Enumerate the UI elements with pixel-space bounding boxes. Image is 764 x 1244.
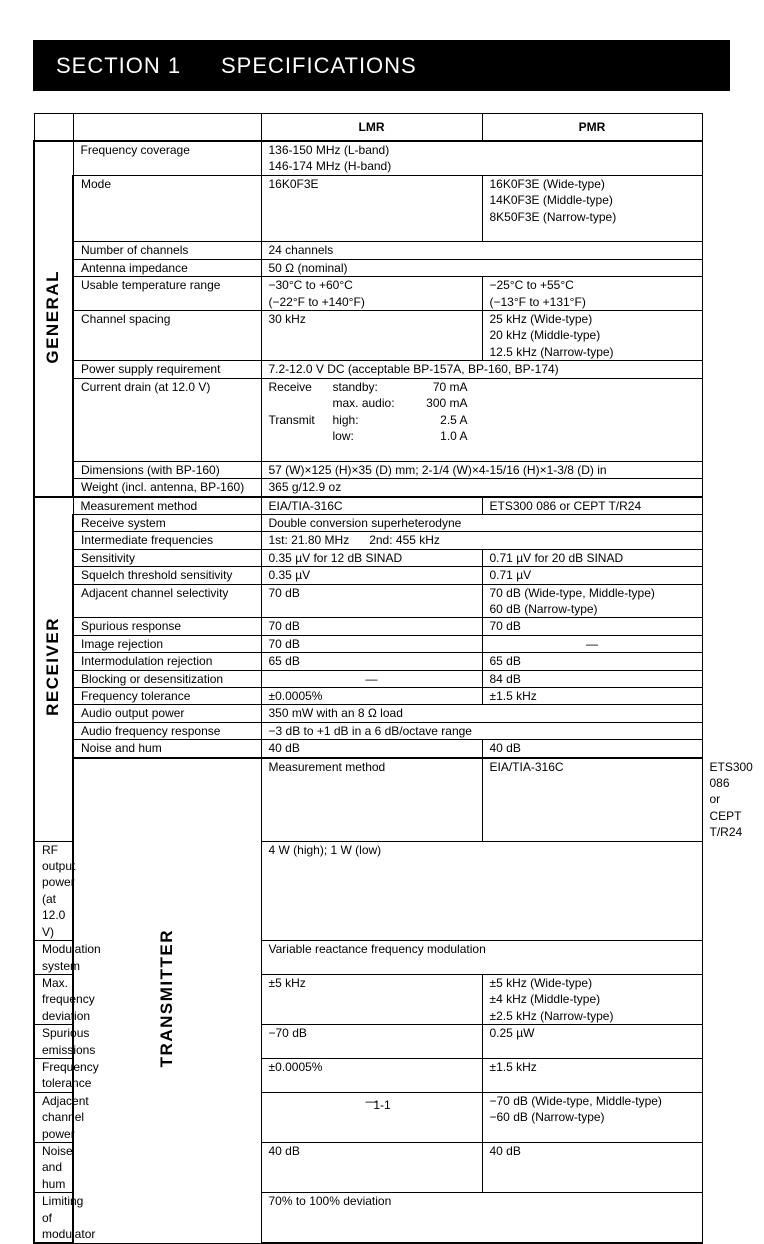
spec-value-lmr: 70 dB xyxy=(261,618,482,635)
spec-label: Weight (incl. antenna, BP-160) xyxy=(73,479,261,497)
spec-value-lmr: 16K0F3E xyxy=(261,175,482,242)
spec-value-pmr: ETS300 086 or CEPT T/R24 xyxy=(482,497,702,515)
table-row xyxy=(34,141,702,175)
table-header-row xyxy=(34,114,702,142)
spec-label: Adjacent channel selectivity xyxy=(73,584,261,618)
spec-value-lmr: ±0.0005% xyxy=(261,688,482,705)
section-number: SECTION 1 xyxy=(56,53,182,78)
table-row xyxy=(34,653,702,670)
spec-value: 57 (W)×125 (H)×35 (D) mm; 2-1/4 (W)×4-15/16 (H)×1-3/8 (D) in xyxy=(261,461,702,478)
table-row xyxy=(34,311,702,361)
spec-value-pmr: 84 dB xyxy=(482,670,702,687)
spec-value-lmr: — xyxy=(261,1092,482,1142)
spec-value-pmr: 16K0F3E (Wide-type) 14K0F3E (Middle-type) 8K50F3E (Narrow-type) xyxy=(482,175,702,242)
table-row xyxy=(34,705,702,722)
table-row xyxy=(34,549,702,566)
spec-value-pmr: ±1.5 kHz xyxy=(482,1058,702,1092)
spec-value-pmr: −70 dB (Wide-type, Middle-type) −60 dB (Narrow-type) xyxy=(482,1092,702,1142)
spec-label: Current drain (at 12.0 V) xyxy=(73,378,261,461)
spec-value-lmr: 0.35 µV xyxy=(261,567,482,584)
spec-label: Mode xyxy=(73,175,261,242)
spec-value-pmr: 70 dB xyxy=(482,618,702,635)
table-row xyxy=(34,722,702,739)
spec-value-pmr: 70 dB (Wide-type, Middle-type) 60 dB (Narrow-type) xyxy=(482,584,702,618)
spec-value-pmr: — xyxy=(482,635,702,652)
spec-value-pmr: 0.25 µW xyxy=(482,1025,702,1059)
spec-label: Power supply requirement xyxy=(73,361,261,378)
table-row xyxy=(34,242,702,259)
table-row xyxy=(34,175,702,242)
spec-value-pmr: 0.71 µV xyxy=(482,567,702,584)
section-label-receiver: RECEIVER xyxy=(34,497,73,842)
spec-label: Modulation system xyxy=(34,941,73,975)
spec-label: Limiting of modulator xyxy=(34,1193,73,1244)
table-row xyxy=(34,514,702,531)
spec-value-pmr: ±5 kHz (Wide-type) ±4 kHz (Middle-type) ±2.5 kHz (Narrow-type) xyxy=(482,974,702,1024)
spec-value: 136-150 MHz (L-band) 146-174 MHz (H-band) xyxy=(261,141,702,175)
spec-value: Variable reactance frequency modulation xyxy=(261,941,702,975)
spec-label: Noise and hum xyxy=(73,740,261,758)
spec-label: Number of channels xyxy=(73,242,261,259)
spec-value: 4 W (high); 1 W (low) xyxy=(261,841,702,940)
spec-label: Audio frequency response xyxy=(73,722,261,739)
spec-label: Spurious response xyxy=(73,618,261,635)
spec-label: Sensitivity xyxy=(73,549,261,566)
spec-label: Channel spacing xyxy=(73,311,261,361)
table-row xyxy=(34,584,702,618)
spec-value: −3 dB to +1 dB in a 6 dB/octave range xyxy=(261,722,702,739)
spec-label: Measurement method xyxy=(73,497,261,515)
spec-value: 1st: 21.80 MHz 2nd: 455 kHz xyxy=(261,532,702,549)
spec-value: 350 mW with an 8 Ω load xyxy=(261,705,702,722)
spec-value: 365 g/12.9 oz xyxy=(261,479,702,497)
table-row xyxy=(34,740,702,758)
spec-label: RF output power (at 12.0 V) xyxy=(34,841,73,940)
spec-value-lmr: ±5 kHz xyxy=(261,974,482,1024)
spec-label: Max. frequency deviation xyxy=(34,974,73,1024)
current-drain-values: Receive standby: 70 mA max. audio: 300 mA Transmit high: 2.5 A low: 1.0 A xyxy=(261,378,702,461)
spec-value-pmr: −25°C to +55°C (−13°F to +131°F) xyxy=(482,277,702,311)
specifications-table xyxy=(33,113,753,1244)
spec-value-pmr: 40 dB xyxy=(482,1142,702,1192)
spec-value-lmr: EIA/TIA-316C xyxy=(482,758,702,842)
page-number: 1-1 xyxy=(373,1098,391,1112)
spec-label: Intermodulation rejection xyxy=(73,653,261,670)
column-header-pmr: PMR xyxy=(482,114,702,142)
spec-label: Spurious emissions xyxy=(34,1025,73,1059)
spec-label: Adjacent channel power xyxy=(34,1092,73,1142)
spec-label: Image rejection xyxy=(73,635,261,652)
section-label-transmitter: TRANSMITTER xyxy=(73,758,261,1244)
section-header-bar xyxy=(33,40,730,91)
spec-value: 24 channels xyxy=(261,242,702,259)
table-row xyxy=(34,378,702,461)
column-header-lmr: LMR xyxy=(261,114,482,142)
table-row: TRANSMITTER Measurement method EIA/TIA-316C ETS300 086 or CEPT T/R24 xyxy=(34,758,702,842)
spec-value-lmr: 65 dB xyxy=(261,653,482,670)
table-row xyxy=(34,618,702,635)
spec-label: Frequency tolerance xyxy=(34,1058,73,1092)
spec-label: Intermediate frequencies xyxy=(73,532,261,549)
spec-value-lmr: −30°C to +60°C (−22°F to +140°F) xyxy=(261,277,482,311)
spec-label: Antenna impedance xyxy=(73,259,261,276)
table-row xyxy=(34,497,702,515)
spec-label: Blocking or desensitization xyxy=(73,670,261,687)
spec-label: Squelch threshold sensitivity xyxy=(73,567,261,584)
spec-value-lmr: — xyxy=(261,670,482,687)
spec-value-lmr: 70 dB xyxy=(261,635,482,652)
spec-value-lmr: EIA/TIA-316C xyxy=(261,497,482,515)
section-label-general: GENERAL xyxy=(34,141,73,497)
spec-label: Receive system xyxy=(73,514,261,531)
table-row xyxy=(34,461,702,478)
spec-value-lmr: −70 dB xyxy=(261,1025,482,1059)
spec-value: 7.2-12.0 V DC (acceptable BP-157A, BP-160, BP-174) xyxy=(261,361,702,378)
spec-value-lmr: ±0.0005% xyxy=(261,1058,482,1092)
spec-value-pmr: 65 dB xyxy=(482,653,702,670)
spec-label: Noise and hum xyxy=(34,1142,73,1192)
spec-value-pmr: 40 dB xyxy=(482,740,702,758)
table-row xyxy=(34,277,702,311)
spec-label: Measurement method xyxy=(261,758,482,842)
table-row xyxy=(34,688,702,705)
table-row xyxy=(34,635,702,652)
spec-label: Dimensions (with BP-160) xyxy=(73,461,261,478)
spec-value-pmr: 0.71 µV for 20 dB SINAD xyxy=(482,549,702,566)
spec-value-lmr: 70 dB xyxy=(261,584,482,618)
spec-value: Double conversion superheterodyne xyxy=(261,514,702,531)
spec-value: 50 Ω (nominal) xyxy=(261,259,702,276)
spec-value: 70% to 100% deviation xyxy=(261,1193,702,1244)
header-cell-empty xyxy=(34,114,73,142)
table-row xyxy=(34,259,702,276)
spec-value-lmr: 30 kHz xyxy=(261,311,482,361)
spec-value-lmr: 0.35 µV for 12 dB SINAD xyxy=(261,549,482,566)
spec-value-lmr: 40 dB xyxy=(261,740,482,758)
table-row xyxy=(34,532,702,549)
table-row xyxy=(34,361,702,378)
spec-label: Frequency tolerance xyxy=(73,688,261,705)
table-row xyxy=(34,479,702,497)
spec-value-pmr: ±1.5 kHz xyxy=(482,688,702,705)
spec-value-lmr: 40 dB xyxy=(261,1142,482,1192)
spec-label: Frequency coverage xyxy=(73,141,261,175)
header-cell-empty xyxy=(73,114,261,142)
spec-value-pmr: 25 kHz (Wide-type) 20 kHz (Middle-type) 12.5 kHz (Narrow-type) xyxy=(482,311,702,361)
table-row xyxy=(34,670,702,687)
spec-label: Usable temperature range xyxy=(73,277,261,311)
spec-label: Audio output power xyxy=(73,705,261,722)
section-title: SPECIFICATIONS xyxy=(221,53,417,78)
table-row xyxy=(34,567,702,584)
